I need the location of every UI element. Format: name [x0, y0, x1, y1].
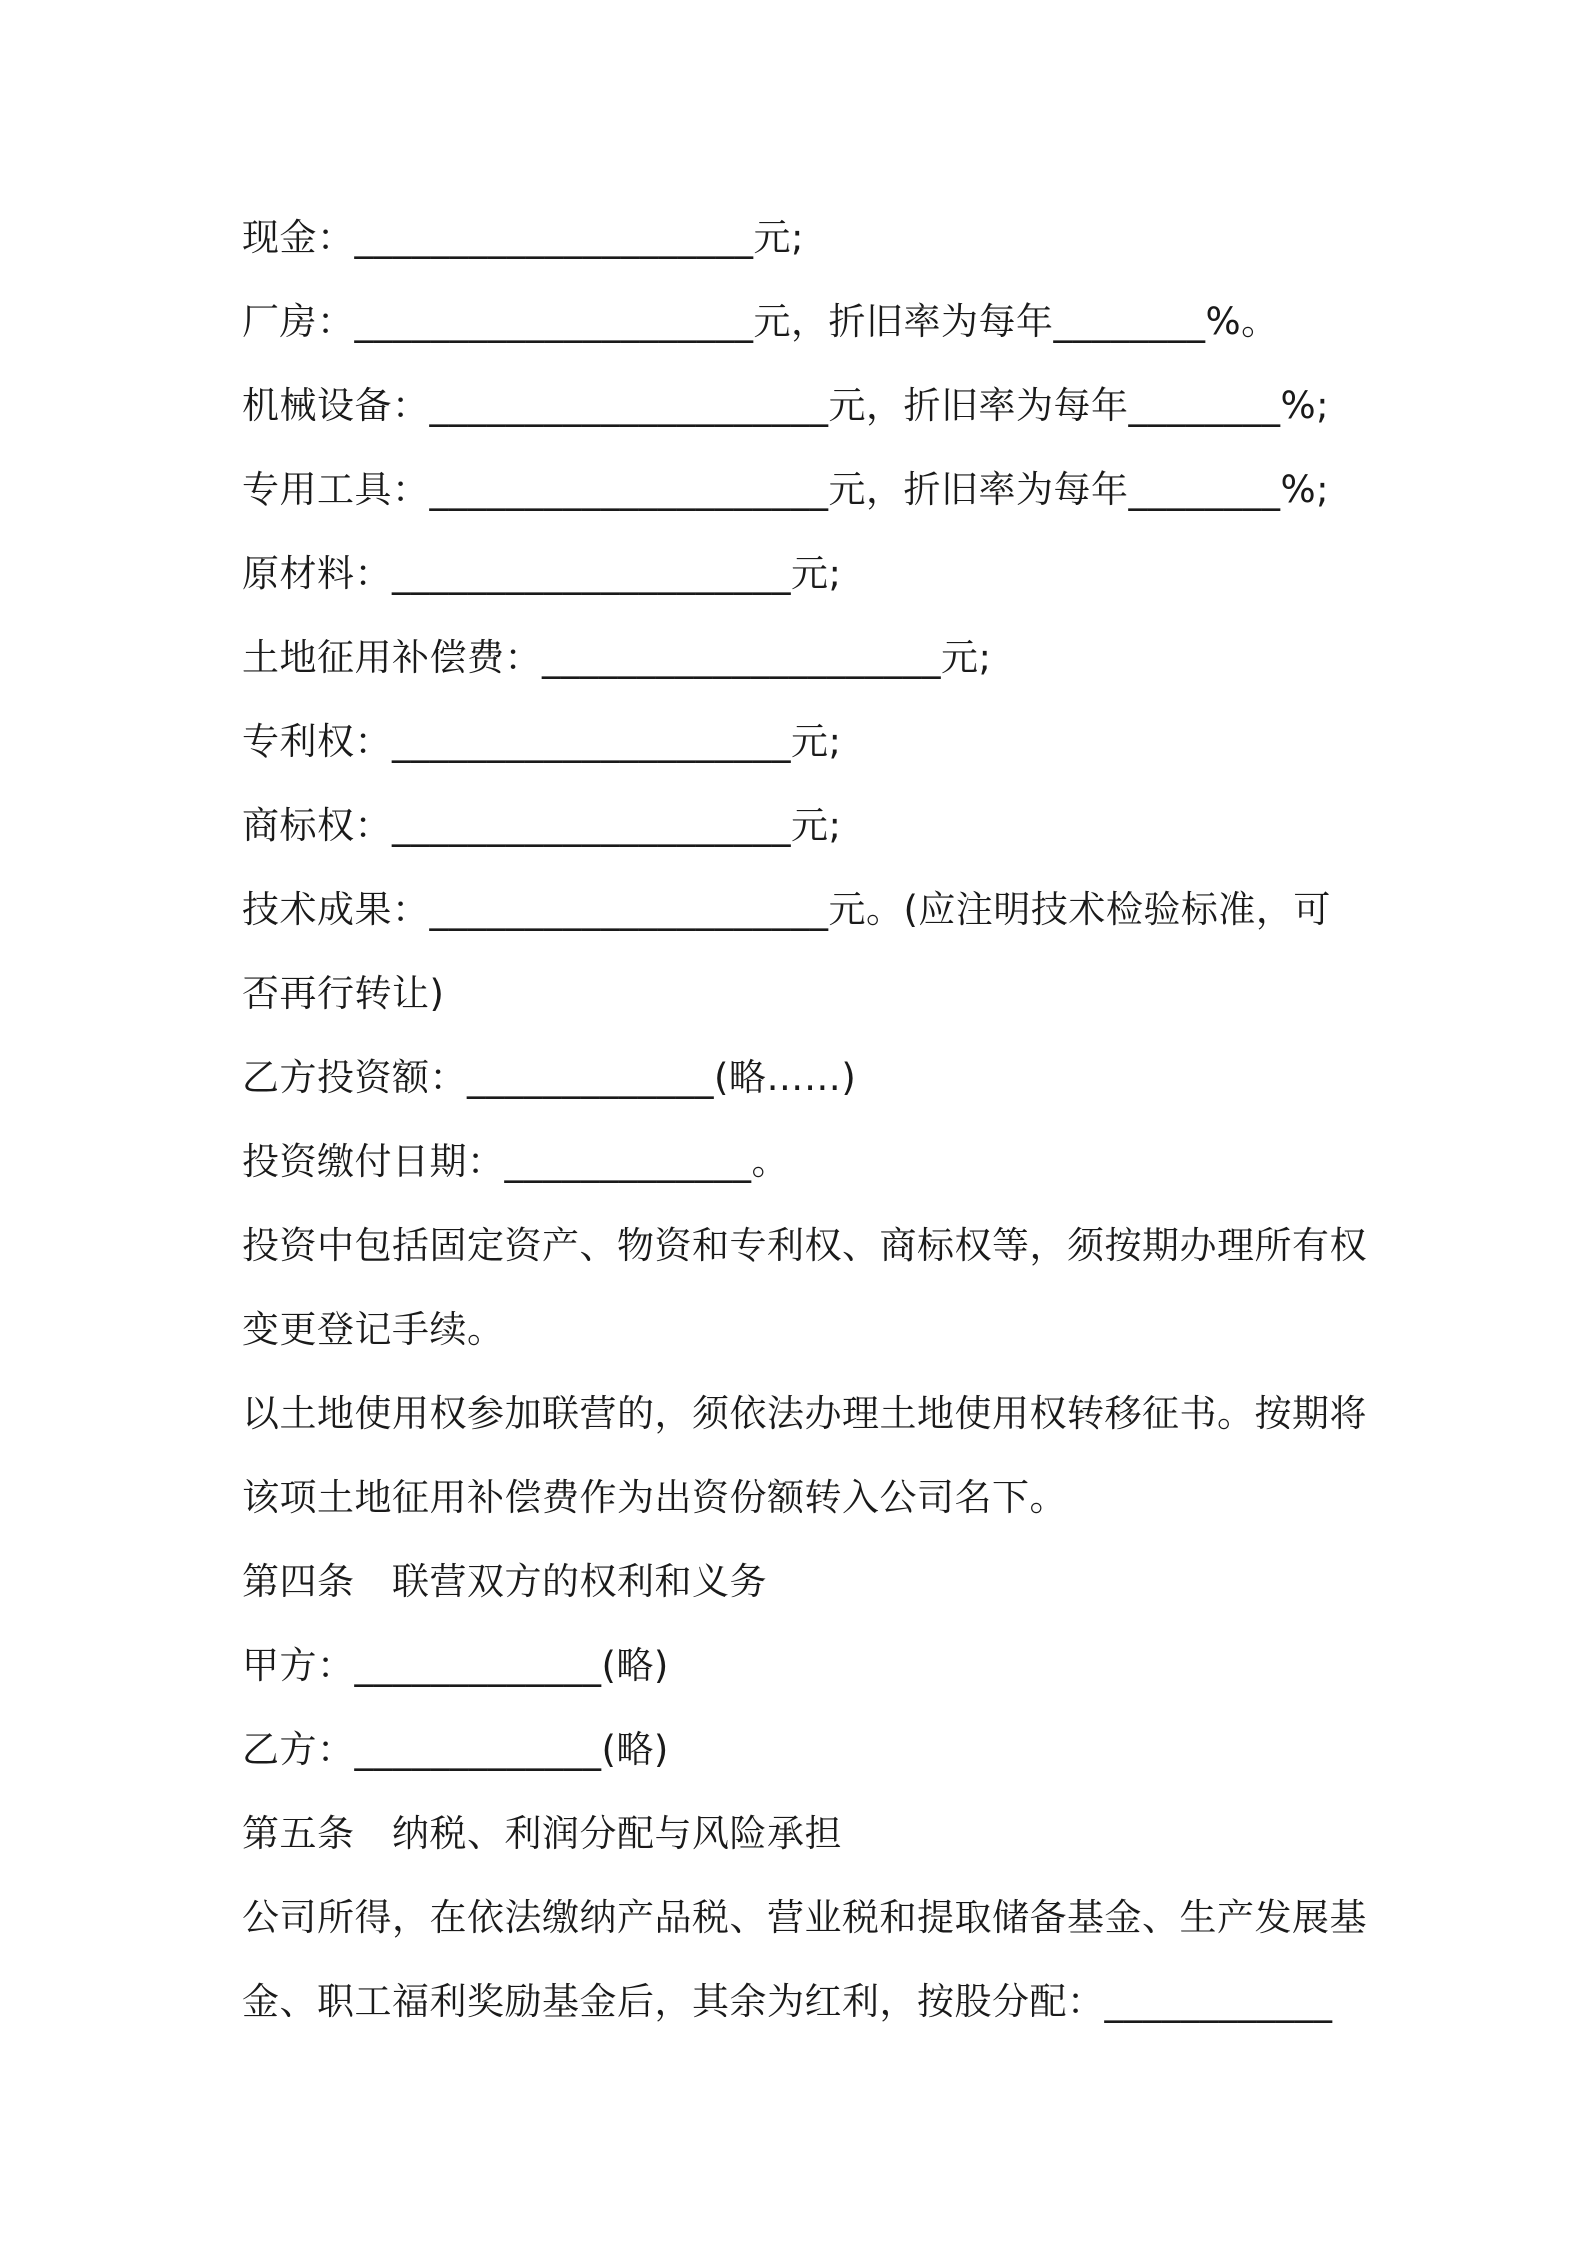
machinery-line: 机械设备：_____________________元，折旧率为每年________%; [242, 384, 1330, 427]
tech-achievement-line-cont: 否再行转让) [242, 972, 445, 1015]
document-page [242, 196, 1367, 2044]
factory-line: 厂房：_____________________元，折旧率为每年________%。 [242, 300, 1279, 343]
special-tools-line: 专用工具：_____________________元，折旧率为每年________%; [242, 468, 1330, 511]
paragraph-profit-line1: 公司所得，在依法缴纳产品税、营业税和提取储备基金、生产发展基 [242, 1896, 1367, 1939]
paragraph-land-line2: 该项土地征用补偿费作为出资份额转入公司名下。 [242, 1476, 1067, 1519]
article-four-heading: 第四条 联营双方的权利和义务 [242, 1560, 767, 1603]
land-compensation-line: 土地征用补偿费：_____________________元; [242, 636, 992, 679]
paragraph-land-line1: 以土地使用权参加联营的，须依法办理土地使用权转移征书。按期将 [242, 1392, 1367, 1435]
party-b-line: 乙方：_____________(略) [242, 1728, 669, 1771]
party-a-line: 甲方：_____________(略) [242, 1644, 669, 1687]
paragraph-assets-line2: 变更登记手续。 [242, 1308, 505, 1351]
article-five-heading: 第五条 纳税、利润分配与风险承担 [242, 1812, 842, 1855]
patent-line: 专利权：_____________________元; [242, 720, 842, 763]
payment-date-line: 投资缴付日期：_____________。 [242, 1140, 789, 1183]
raw-materials-line: 原材料：_____________________元; [242, 552, 842, 595]
party-b-investment-line: 乙方投资额：_____________(略……) [242, 1056, 857, 1099]
cash-line: 现金：_____________________元; [242, 216, 804, 259]
trademark-line: 商标权：_____________________元; [242, 804, 842, 847]
tech-achievement-line: 技术成果：_____________________元。(应注明技术检验标准，可 [242, 888, 1331, 931]
paragraph-assets-line1: 投资中包括固定资产、物资和专利权、商标权等，须按期办理所有权 [242, 1224, 1367, 1267]
paragraph-profit-line2: 金、职工福利奖励基金后，其余为红利，按股分配：____________ [242, 1980, 1333, 2023]
